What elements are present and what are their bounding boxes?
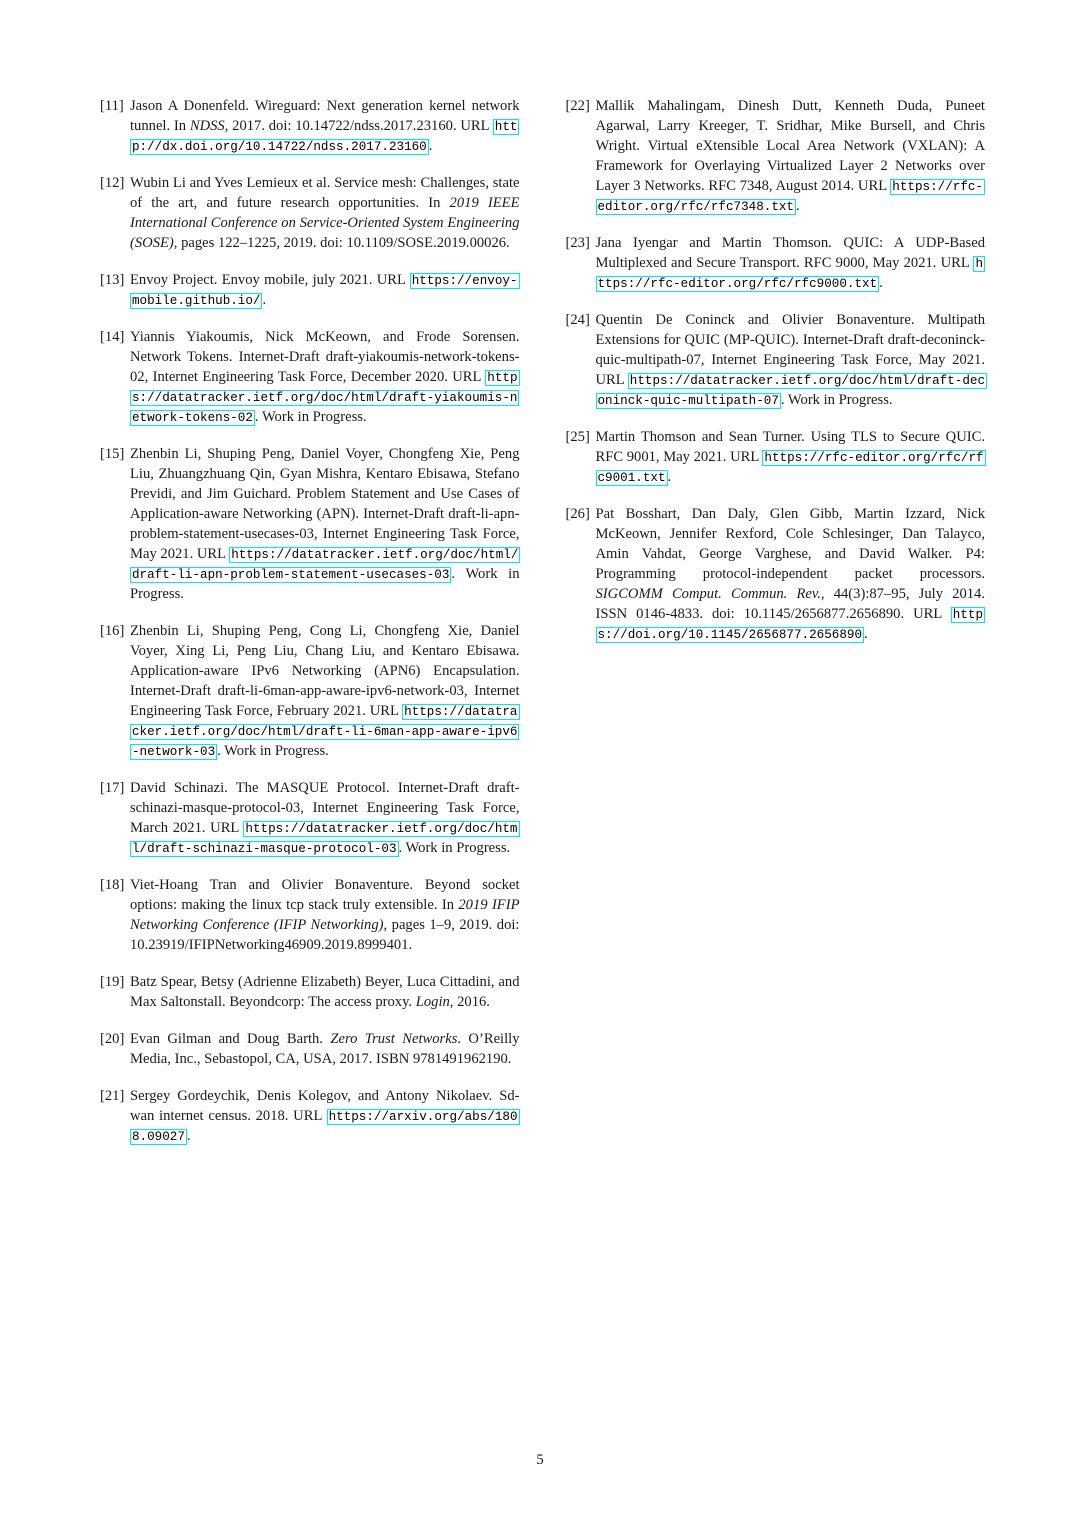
- reference-url-link[interactable]: https://envoy-mobile.github.io/: [132, 274, 518, 308]
- reference-text: [130, 972, 520, 1012]
- reference-label: [25]: [565, 429, 590, 445]
- reference-text-run: .: [864, 626, 868, 642]
- reference-text: [130, 96, 520, 156]
- reference-url-link[interactable]: https://rfc-editor.org/rfc/rfc9001.txt: [597, 451, 984, 485]
- reference-text-run: , pages 122–1225, 2019. doi: 10.1109/SOSE.2019.00026.: [173, 235, 510, 251]
- reference-text-run: .: [796, 198, 800, 214]
- reference-entry: [566, 233, 986, 293]
- reference-text: [596, 504, 986, 644]
- reference-text-run: . O’Reilly Media, Inc., Sebastopol, CA, USA, 2017. ISBN 9781491962190.: [130, 1031, 520, 1067]
- reference-entry: [100, 173, 520, 253]
- reference-entry: [100, 1029, 520, 1069]
- reference-label: [22]: [565, 98, 590, 114]
- reference-text: [130, 778, 520, 858]
- reference-text-run: , 2017. doi: 10.14722/ndss.2017.23160. URL: [224, 118, 493, 134]
- reference-entry: [100, 444, 520, 604]
- reference-title-italic: Login: [415, 994, 450, 1010]
- reference-url-link[interactable]: https://datatracker.ietf.org/doc/html/draft-yiakoumis-network-tokens-02: [132, 371, 518, 425]
- reference-text-run: , 44(3):87–95, July 2014. ISSN 0146-4833. doi: 10.1145/2656877.2656890. URL: [595, 586, 985, 622]
- reference-url-link[interactable]: https://datatracker.ietf.org/doc/html/draft-schinazi-masque-protocol-03: [132, 822, 518, 856]
- reference-url-link[interactable]: https://datatracker.ietf.org/doc/html/draft-li-apn-problem-statement-usecases-03: [132, 548, 519, 582]
- reference-text: [596, 96, 986, 216]
- reference-label: [16]: [100, 623, 125, 639]
- reference-url-link[interactable]: http://dx.doi.org/10.14722/ndss.2017.23160: [132, 120, 518, 154]
- page-number: 5: [536, 1452, 544, 1468]
- reference-entry: [100, 875, 520, 955]
- reference-label: [23]: [565, 235, 590, 251]
- reference-text-run: .: [428, 138, 433, 154]
- reference-text-run: . Work in Progress.: [217, 743, 329, 759]
- reference-columns: [100, 96, 985, 1163]
- reference-entry: [100, 1086, 520, 1146]
- reference-text: [130, 875, 520, 955]
- reference-text-run: Pat Bosshart, Dan Daly, Glen Gibb, Martin Izzard, Nick McKeown, Jennifer Rexford, Cole Schlesinger, Dan Talayco, Amin Vahdat, George Varghese, and David Walker. P4: Programming protocol-independent packet processors.: [595, 506, 985, 582]
- reference-label: [24]: [565, 312, 590, 328]
- right-column: [566, 96, 986, 661]
- reference-title-italic: SIGCOMM Comput. Commun. Rev.: [595, 586, 821, 602]
- reference-url-link[interactable]: https://datatracker.ietf.org/doc/html/draft-li-6man-app-aware-ipv6-network-03: [132, 705, 518, 759]
- reference-label: [20]: [100, 1031, 125, 1047]
- reference-text-run: Mallik Mahalingam, Dinesh Dutt, Kenneth Duda, Puneet Agarwal, Larry Kreeger, T. Sridhar, Mike Bursell, and Chris Wright. Virtual eXtensible Local Area Network (VXLAN): A Framework for Overlaying Virtualized Layer 2 Networks over Layer 3 Networks. RFC 7348, August 2014. URL: [595, 98, 985, 194]
- reference-text-run: Zhenbin Li, Shuping Peng, Cong Li, Chongfeng Xie, Daniel Voyer, Xing Li, Peng Liu, Chang Liu, and Kentaro Ebisawa. Application-aware IPv6 Networking (APN6) Encapsulation. Internet-Draft draft-li-6man-app-aware-ipv6-network-03, Internet Engineering Task Force, February 2021. URL: [130, 623, 520, 719]
- reference-text-run: . Work in Progress.: [398, 840, 511, 856]
- reference-text-run: , pages 1–9, 2019. doi: 10.23919/IFIPNetworking46909.2019.8999401.: [130, 917, 520, 953]
- reference-entry: [100, 96, 520, 156]
- reference-title-italic: 2019 IFIP Networking Conference (IFIP Networking): [130, 897, 520, 933]
- reference-text-run: Viet-Hoang Tran and Olivier Bonaventure. Beyond socket options: making the linux tcp stack truly extensible. In: [130, 877, 520, 913]
- reference-text-run: Jason A Donenfeld. Wireguard: Next generation kernel network tunnel. In: [130, 98, 520, 134]
- reference-entry: [100, 621, 520, 761]
- reference-text-run: Zhenbin Li, Shuping Peng, Daniel Voyer, Chongfeng Xie, Peng Liu, Zhuangzhuang Qin, Gyan Mishra, Kentaro Ebisawa, Stefano Previdi, and Jim Guichard. Problem Statement and Use Cases of Application-aware Networking (APN). Internet-Draft draft-li-apn-problem-statement-usecases-03, Internet Engineering Task Force, May 2021. URL: [130, 446, 520, 562]
- reference-label: [11]: [100, 98, 124, 114]
- reference-label: [13]: [100, 272, 125, 288]
- reference-text-run: . Work in Progress.: [130, 566, 520, 602]
- reference-text: [130, 327, 520, 427]
- reference-text-run: Quentin De Coninck and Olivier Bonaventure. Multipath Extensions for QUIC (MP-QUIC). Internet-Draft draft-deconinck-quic-multipath-07, Internet Engineering Task Force, May 2021. URL: [595, 312, 985, 388]
- reference-text-run: David Schinazi. The MASQUE Protocol. Internet-Draft draft-schinazi-masque-protocol-03, Internet Engineering Task Force, March 2021. URL: [130, 780, 520, 836]
- reference-text-run: .: [186, 1128, 191, 1144]
- reference-title-italic: NDSS: [189, 118, 225, 134]
- reference-text-run: .: [667, 469, 672, 485]
- reference-entry: [100, 270, 520, 310]
- reference-entry: [566, 310, 986, 410]
- reference-text-run: Batz Spear, Betsy (Adrienne Elizabeth) Beyer, Luca Cittadini, and Max Saltonstall. Beyondcorp: The access proxy.: [130, 974, 520, 1010]
- reference-text-run: .: [879, 275, 883, 291]
- reference-url-link[interactable]: https://rfc-editor.org/rfc/rfc9000.txt: [597, 257, 983, 291]
- left-column: [100, 96, 520, 1163]
- reference-label: [15]: [100, 446, 125, 462]
- reference-text-run: Envoy Project. Envoy mobile, july 2021. URL: [130, 272, 410, 288]
- reference-text: [130, 621, 520, 761]
- reference-label: [18]: [100, 877, 125, 893]
- reference-entry: [100, 327, 520, 427]
- reference-text-run: Yiannis Yiakoumis, Nick McKeown, and Frode Sorensen. Network Tokens. Internet-Draft draft-yiakoumis-network-tokens-02, Internet Engineering Task Force, December 2020. URL: [130, 329, 520, 385]
- reference-text-run: . Work in Progress.: [780, 392, 893, 408]
- reference-title-italic: 2019 IEEE International Conference on Service-Oriented System Engineering (SOSE): [130, 195, 520, 251]
- reference-url-link[interactable]: https://arxiv.org/abs/1808.09027: [132, 1110, 518, 1144]
- reference-label: [14]: [100, 329, 125, 345]
- reference-label: [17]: [100, 780, 125, 796]
- reference-text-run: .: [262, 292, 267, 308]
- reference-text: [130, 1029, 520, 1069]
- reference-label: [12]: [100, 175, 125, 191]
- reference-text-run: Jana Iyengar and Martin Thomson. QUIC: A UDP-Based Multiplexed and Secure Transport. RFC 9000, May 2021. URL: [595, 235, 985, 271]
- reference-url-link[interactable]: https://rfc-editor.org/rfc/rfc7348.txt: [597, 180, 983, 214]
- reference-entry: [566, 427, 986, 487]
- reference-label: [19]: [100, 974, 125, 990]
- reference-text: [596, 310, 986, 410]
- reference-title-italic: Zero Trust Networks: [330, 1031, 458, 1047]
- reference-url-link[interactable]: https://datatracker.ietf.org/doc/html/draft-deconinck-quic-multipath-07: [597, 374, 985, 408]
- reference-text-run: Sergey Gordeychik, Denis Kolegov, and Antony Nikolaev. Sd-wan internet census. 2018. URL: [130, 1088, 520, 1124]
- reference-text-run: Martin Thomson and Sean Turner. Using TLS to Secure QUIC. RFC 9001, May 2021. URL: [595, 429, 985, 465]
- reference-entry: [566, 96, 986, 216]
- reference-entry: [566, 504, 986, 644]
- reference-entry: [100, 972, 520, 1012]
- reference-text: [130, 444, 520, 604]
- reference-url-link[interactable]: https://doi.org/10.1145/2656877.2656890: [597, 608, 983, 642]
- reference-text: [596, 427, 986, 487]
- reference-text: [596, 233, 986, 293]
- reference-text-run: Evan Gilman and Doug Barth.: [130, 1031, 331, 1047]
- reference-text-run: Wubin Li and Yves Lemieux et al. Service mesh: Challenges, state of the art, and future research opportunities. In: [130, 175, 520, 211]
- reference-text-run: , 2016.: [449, 994, 490, 1010]
- reference-text: [130, 270, 520, 310]
- reference-text: [130, 1086, 520, 1146]
- reference-text-run: . Work in Progress.: [254, 409, 367, 425]
- reference-entry: [100, 778, 520, 858]
- reference-text: [130, 173, 520, 253]
- reference-label: [21]: [100, 1088, 125, 1104]
- reference-label: [26]: [565, 506, 590, 522]
